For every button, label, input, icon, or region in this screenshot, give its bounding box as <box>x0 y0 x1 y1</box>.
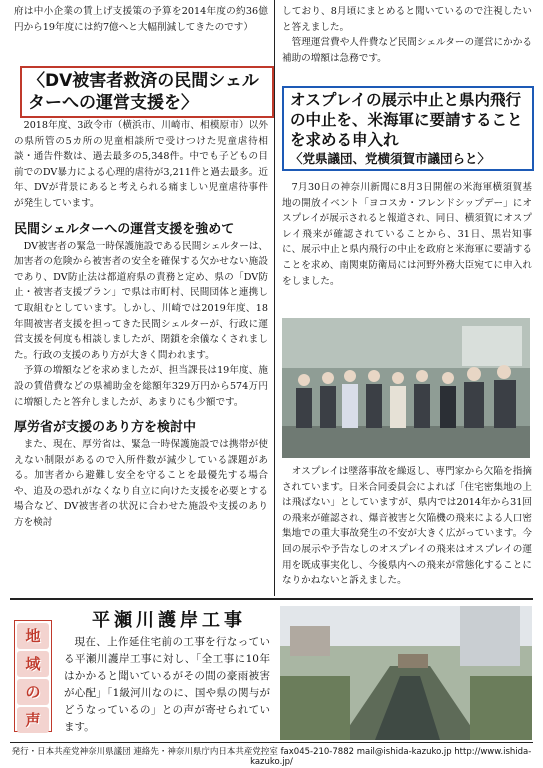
section-divider <box>10 598 533 600</box>
right-top <box>282 4 532 66</box>
subheading-mhlw: 厚労省が支援のあり方を検討中 <box>14 420 197 436</box>
heading-osprey-sub: 〈党県議団、党横須賀市議団らと〉 <box>290 151 491 166</box>
column-divider <box>274 0 275 596</box>
river-photo-image <box>280 606 532 740</box>
right-body-1 <box>282 180 532 289</box>
left-column <box>14 4 268 35</box>
heading-osprey-text: オスプレイの展示中止と県内飛行の中止を、米海軍に要請することを求める申入れ <box>290 91 523 149</box>
heading-dv-shelter-text: 〈DV被害者救済の民間シェルターへの運営支援を〉 <box>28 71 259 113</box>
left-body <box>14 118 268 531</box>
bottom-text-block <box>64 634 270 736</box>
river-photo <box>280 606 532 740</box>
footer-divider <box>10 742 533 743</box>
heading-dv-shelter <box>20 66 274 118</box>
meeting-photo <box>282 318 530 458</box>
voice-char-3: の <box>17 679 49 705</box>
heading-osprey <box>282 86 534 171</box>
voice-char-2: 域 <box>17 651 49 677</box>
bottom-text: 現在、上作延住宅前の工事を行なっている平瀬川護岸工事に対し、「全工事に10年はかかると聞いているがその間の豪雨被害が心配」「1級河川なのに、国や県の関与がどうなっているの」との声が寄せられています。 <box>64 636 270 733</box>
voice-char-1: 地 <box>17 623 49 649</box>
subheading-shelter-support: 民間シェルターへの運営支援を強めて <box>14 221 235 237</box>
paragraph-osprey-danger: オスプレイは墜落事故を繰返し、専門家から欠陥を指摘されています。日米合同委員会によれば「住宅密集地の上は飛ばない」としていますが、県内では2014年から31回の飛来が確認され、爆音被害と欠陥機の飛来による人口密集地での重大事故発生の不安が大きく広がっています。今回の展示や予告なしのオスプレイの飛来はオスプレイの運用を既成事実化し、今後県内への飛来が常態化することになりかねないと訴えました。 <box>282 466 533 587</box>
paragraph-osprey-request: 7月30日の神奈川新聞に8月3日開催の米海軍横須賀基地の開放イベント「ヨコスカ・フレンドシップデー」にオスプレイが展示されると報道され、同日、横須賀にオスプレイ飛来が確認されていることから、31日、黒岩知事に、展示中止と県内飛行の中止を政府と米海軍に要請することを求め、南関東防衛局には河野外務大臣宛てに申入れをしました。 <box>282 182 532 287</box>
voice-of-region-tag <box>14 620 52 732</box>
intro-text: 府は中小企業の賃上げ支援策の予算を2014年度の約36億円から19年度には約7億へと大幅削減してきたのです） <box>14 6 268 33</box>
meeting-photo-image <box>282 318 530 458</box>
footer-text: 発行・日本共産党神奈川県議団 連絡先・神奈川県庁内日本共産党控室 fax045-210-7882 mail@ishida-kazuko.jp http://www.ishida-kazuko.jp/ <box>11 747 532 767</box>
voice-char-4: 声 <box>17 707 49 733</box>
paragraph-shelter: DV被害者の緊急一時保護施設である民間シェルターは、加害者の危険から被害者の安全を確保する欠かせない施設であり、DV防止法は都道府県の責務と定め、県の「DV防止・被害者支援プラン」で県は市町村、民間団体と連携して取組むとしています。しかし、川崎では2019年度、18年間被害者支援を担ってきた民間シェルターが、行政に運営支援を何度も相談しましたが、閉鎖を余儀なくされました。行政の支援のあり方が大きく問われます。 <box>14 240 268 361</box>
bottom-title: 平瀬川護岸工事 <box>92 610 246 631</box>
right-top-text-2: 管理運営費や人件費など民間シェルターの運営にかかる補助の増額は急務です。 <box>282 37 532 64</box>
paragraph-mhlw: また、現在、厚労省は、緊急一時保護施設では携帯が使えない制限があるので入所件数が減少している課題がある。加害者から避難し安全を守ることを最優先する場合や、追及の恐れがなくなり自立に向けた支援を必要とする場合など、DV被害者の状況に合わせた施設や支援のあり方を検討 <box>14 439 268 529</box>
paragraph-dv-stats: 2018年度、3政令市（横浜市、川崎市、相模原市）以外の県所管の5カ所の児童相談所で受けつけた児童虐待相談・通告件数は、過去最多の5,348件。中でも子どもの目前でのDV暴力による心理的虐待が3,211件と過去最多。近年、DVが背景にあると考えられる痛ましい児童虐待事件が発生しています。 <box>14 120 268 209</box>
right-body-2 <box>282 464 532 589</box>
right-top-text: しており、8月頃にまとめると聞いているので注視したいと答えました。 <box>282 6 532 33</box>
paragraph-budget: 予算の増額などを求めましたが、担当課長は19年度、施設の賃借費などの県補助金を総額年329万円から574万円に増額したと答弁しましたが、あまりにも少額です。 <box>14 365 268 408</box>
